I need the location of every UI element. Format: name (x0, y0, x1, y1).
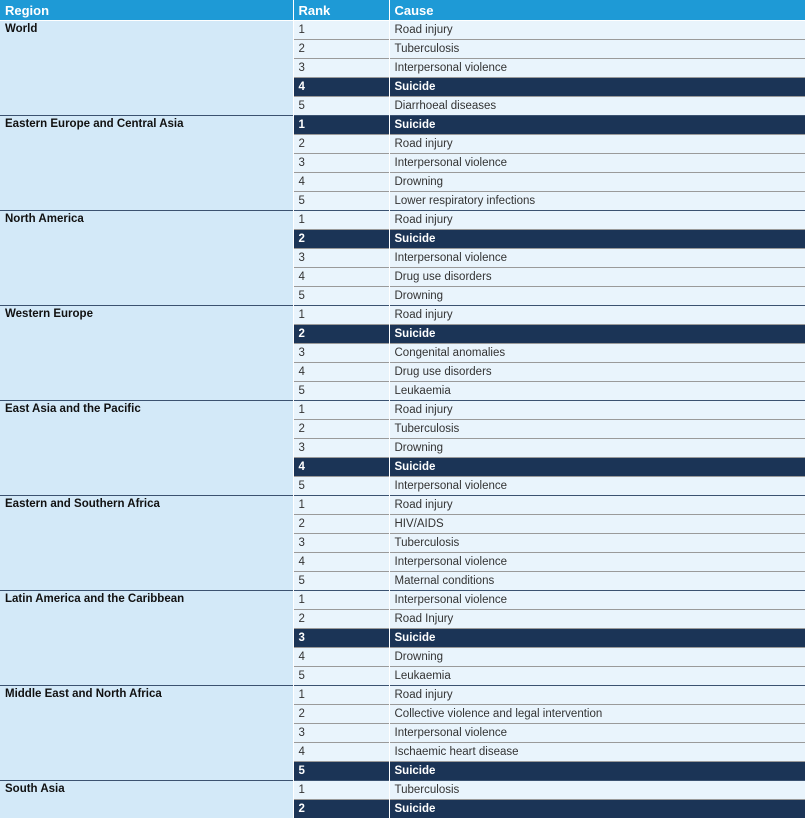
region-cell: Latin America and the Caribbean (0, 591, 293, 686)
table-row (0, 211, 805, 230)
cause-cell-highlighted: Suicide (389, 78, 805, 97)
rank-cell: 3 (293, 534, 389, 553)
rank-cell: 3 (293, 249, 389, 268)
rank-cell: 1 (293, 211, 389, 230)
cause-cell: Drug use disorders (389, 268, 805, 287)
cause-cell-highlighted: Suicide (389, 230, 805, 249)
region-cell: Middle East and North Africa (0, 686, 293, 781)
cause-cell-highlighted: Suicide (389, 762, 805, 781)
cause-cell: Leukaemia (389, 382, 805, 401)
rank-cell: 1 (293, 306, 389, 325)
region-cell: South Asia (0, 781, 293, 818)
cause-cell: Road injury (389, 401, 805, 420)
table-row (0, 591, 805, 610)
cause-cell: Drowning (389, 648, 805, 667)
table-row (0, 496, 805, 515)
rank-cell: 4 (293, 268, 389, 287)
cause-cell: Collective violence and legal intervention (389, 705, 805, 724)
rank-cell: 2 (293, 230, 389, 249)
cause-cell: Tuberculosis (389, 420, 805, 439)
cause-cell: Drowning (389, 439, 805, 458)
table-row (0, 306, 805, 325)
header-row (0, 0, 805, 21)
rank-cell: 3 (293, 344, 389, 363)
rank-cell: 3 (293, 59, 389, 78)
cause-cell: Road injury (389, 21, 805, 40)
rank-cell: 4 (293, 553, 389, 572)
rank-cell: 2 (293, 705, 389, 724)
cause-cell-highlighted: Suicide (389, 458, 805, 477)
cause-cell: Road injury (389, 306, 805, 325)
rank-cell: 3 (293, 439, 389, 458)
rank-cell: 5 (293, 287, 389, 306)
cause-cell: Ischaemic heart disease (389, 743, 805, 762)
cause-cell: Tuberculosis (389, 534, 805, 553)
cause-cell: Road injury (389, 211, 805, 230)
rank-cell: 5 (293, 192, 389, 211)
rank-cell: 1 (293, 496, 389, 515)
table-row (0, 401, 805, 420)
cause-cell: Interpersonal violence (389, 477, 805, 496)
cause-cell: Road injury (389, 686, 805, 705)
rank-cell: 3 (293, 154, 389, 173)
rank-cell: 1 (293, 401, 389, 420)
cause-cell: Road injury (389, 135, 805, 154)
rank-cell: 5 (293, 97, 389, 116)
rank-cell: 2 (293, 800, 389, 818)
table-body (0, 21, 805, 818)
rank-cell: 1 (293, 116, 389, 135)
rank-cell: 4 (293, 648, 389, 667)
rank-cell: 4 (293, 173, 389, 192)
table-row (0, 781, 805, 800)
cause-cell: Drowning (389, 173, 805, 192)
rank-cell: 3 (293, 629, 389, 648)
cause-cell: Interpersonal violence (389, 154, 805, 173)
rank-cell: 1 (293, 591, 389, 610)
cause-cell: Road injury (389, 496, 805, 515)
cause-cell: Leukaemia (389, 667, 805, 686)
cause-cell: Interpersonal violence (389, 59, 805, 78)
rank-cell: 5 (293, 762, 389, 781)
rank-cell: 2 (293, 40, 389, 59)
rank-cell: 2 (293, 325, 389, 344)
rank-cell: 1 (293, 21, 389, 40)
region-cell: Western Europe (0, 306, 293, 401)
cause-cell: Drowning (389, 287, 805, 306)
rank-cell: 2 (293, 135, 389, 154)
cause-cell: Interpersonal violence (389, 724, 805, 743)
header-cause: Cause (389, 0, 805, 21)
cause-cell-highlighted: Suicide (389, 629, 805, 648)
rank-cell: 3 (293, 724, 389, 743)
rank-cell: 4 (293, 458, 389, 477)
cause-cell: HIV/AIDS (389, 515, 805, 534)
region-cell: Eastern and Southern Africa (0, 496, 293, 591)
table-row (0, 21, 805, 40)
rank-cell: 5 (293, 477, 389, 496)
region-cell: World (0, 21, 293, 116)
rank-cell: 2 (293, 420, 389, 439)
rank-cell: 1 (293, 686, 389, 705)
cause-cell: Congenital anomalies (389, 344, 805, 363)
header-region: Region (0, 0, 293, 21)
cause-cell: Diarrhoeal diseases (389, 97, 805, 116)
cause-cell: Interpersonal violence (389, 249, 805, 268)
rank-cell: 5 (293, 382, 389, 401)
cause-cell: Drug use disorders (389, 363, 805, 382)
cause-cell: Interpersonal violence (389, 591, 805, 610)
region-cell: East Asia and the Pacific (0, 401, 293, 496)
cause-cell: Interpersonal violence (389, 553, 805, 572)
cause-cell: Maternal conditions (389, 572, 805, 591)
region-cell: North America (0, 211, 293, 306)
cause-cell-highlighted: Suicide (389, 325, 805, 344)
cause-cell-highlighted: Suicide (389, 116, 805, 135)
cause-cell: Tuberculosis (389, 40, 805, 59)
cause-cell: Road Injury (389, 610, 805, 629)
rank-cell: 2 (293, 515, 389, 534)
rank-cell: 1 (293, 781, 389, 800)
rank-cell: 2 (293, 610, 389, 629)
table-row (0, 116, 805, 135)
cause-cell-highlighted: Suicide (389, 800, 805, 818)
rank-cell: 4 (293, 363, 389, 382)
cause-cell: Lower respiratory infections (389, 192, 805, 211)
region-cell: Eastern Europe and Central Asia (0, 116, 293, 211)
table-row (0, 686, 805, 705)
header-rank: Rank (293, 0, 389, 21)
cause-cell: Tuberculosis (389, 781, 805, 800)
rank-cell: 4 (293, 743, 389, 762)
rank-cell: 5 (293, 667, 389, 686)
rank-cell: 5 (293, 572, 389, 591)
rank-cell: 4 (293, 78, 389, 97)
